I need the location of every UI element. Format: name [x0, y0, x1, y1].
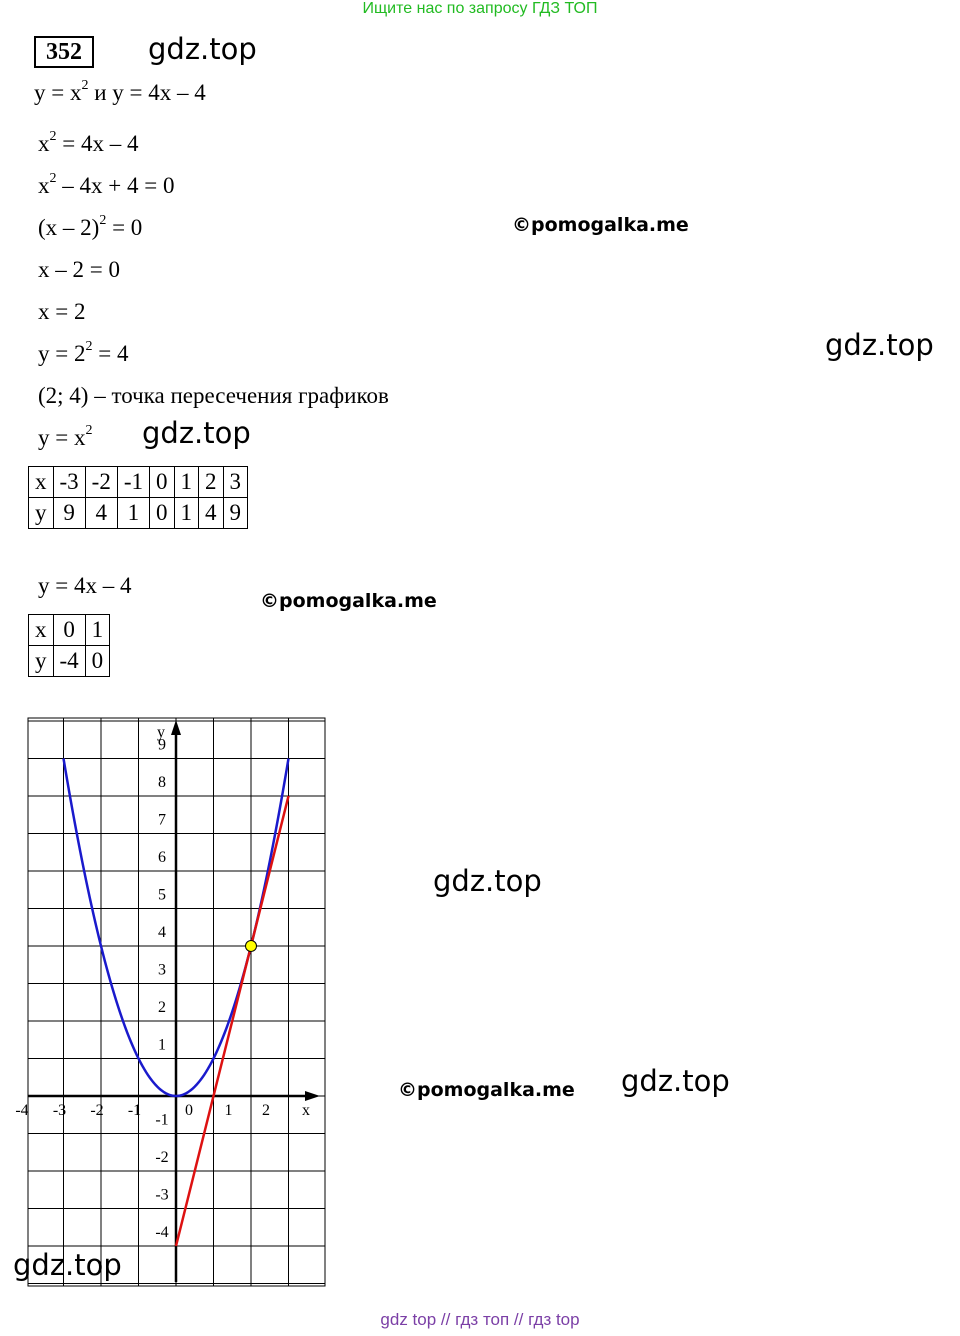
y-tick-label: -2	[155, 1149, 169, 1166]
x-tick-label: -1	[127, 1102, 142, 1119]
table-cell: -2	[85, 467, 117, 498]
table-cell: 0	[150, 498, 175, 529]
y-tick-label: 4	[158, 924, 166, 941]
y-tick-label: 9	[158, 736, 166, 754]
watermark-pomogalka: ©pomogalka.me	[398, 1079, 575, 1101]
table-cell: x	[29, 467, 54, 498]
table-cell: -4	[53, 646, 85, 677]
y-tick-label: 7	[158, 811, 166, 829]
step-conclusion: (2; 4) – точка пересечения графиков	[38, 383, 389, 408]
x-axis-label: x	[302, 1102, 310, 1119]
table-cell: 2	[199, 467, 224, 498]
table-cell: 1	[174, 498, 199, 529]
top-banner[interactable]: Ищите нас по запросу ГДЗ ТОП	[362, 0, 598, 17]
y-tick-label: 1	[158, 1036, 166, 1054]
table-cell: 4	[85, 498, 117, 529]
x-tick-label: 2	[262, 1102, 270, 1119]
table-cell: 9	[53, 498, 85, 529]
watermark-gdz: gdz.top	[825, 328, 934, 362]
graph-tick-labels	[15, 724, 310, 1241]
y-tick-label: 6	[158, 849, 166, 866]
table-cell: 9	[223, 498, 248, 529]
watermark-pomogalka: ©pomogalka.me	[260, 590, 437, 612]
y-tick-label: 8	[158, 774, 166, 791]
y-tick-label: 5	[158, 886, 166, 904]
table-cell: y	[29, 498, 54, 529]
y-tick-label: 3	[158, 961, 166, 979]
x-axis-arrow	[305, 1091, 320, 1101]
table-cell: 1	[174, 467, 199, 498]
watermark-gdz: gdz.top	[13, 1248, 122, 1282]
header-equation: $y = x^2$ и y = 4x – 4	[34, 78, 206, 105]
footer-links[interactable]: gdz top // гдз топ // гдз top	[380, 1310, 580, 1329]
watermark-gdz: gdz.top	[142, 416, 251, 450]
step: $x^2 = 4x - 4$	[38, 129, 139, 156]
problem-number: 352	[34, 36, 94, 68]
watermark-gdz: gdz.top	[433, 864, 542, 898]
y-tick-label: -4	[155, 1224, 169, 1241]
step: $y = 2^2 = 4$	[38, 339, 129, 366]
watermark-gdz: gdz.top	[621, 1064, 730, 1098]
table-cell: 1	[117, 498, 149, 529]
watermark-gdz: gdz.top	[148, 32, 257, 66]
y-tick-label: 2	[158, 999, 166, 1016]
watermark-pomogalka: ©pomogalka.me	[512, 214, 689, 236]
step: (x – 2)$^2$ = 0	[38, 213, 143, 240]
table-cell: 4	[199, 498, 224, 529]
table-cell: -1	[117, 467, 149, 498]
table-cell: x	[29, 615, 54, 646]
table-cell: 3	[223, 467, 248, 498]
step: x = 2	[38, 299, 86, 324]
y-axis-label: y	[157, 724, 165, 741]
table-cell: 0	[85, 646, 110, 677]
table-cell: 0	[150, 467, 175, 498]
intersection-point	[246, 941, 257, 952]
x-tick-label: -3	[52, 1102, 67, 1119]
table-cell: 1	[85, 615, 110, 646]
x-tick-label: -2	[90, 1102, 104, 1119]
step: $x^2 - 4x + 4 = 0$	[38, 171, 175, 198]
table2-title: y = 4x – 4	[38, 573, 132, 598]
x-tick-label: -4	[15, 1102, 29, 1119]
y-tick-label: -3	[155, 1186, 169, 1204]
y-axis-arrow	[171, 720, 181, 735]
x-tick-label: 1	[224, 1102, 233, 1119]
table-cell: y	[29, 646, 54, 677]
x-tick-label: 0	[185, 1102, 193, 1119]
y-tick-label: -1	[155, 1111, 169, 1129]
table1-title: $y = x^2$	[38, 423, 93, 450]
table-cell: -3	[53, 467, 85, 498]
step: x – 2 = 0	[38, 257, 120, 282]
table-cell: 0	[53, 615, 85, 646]
